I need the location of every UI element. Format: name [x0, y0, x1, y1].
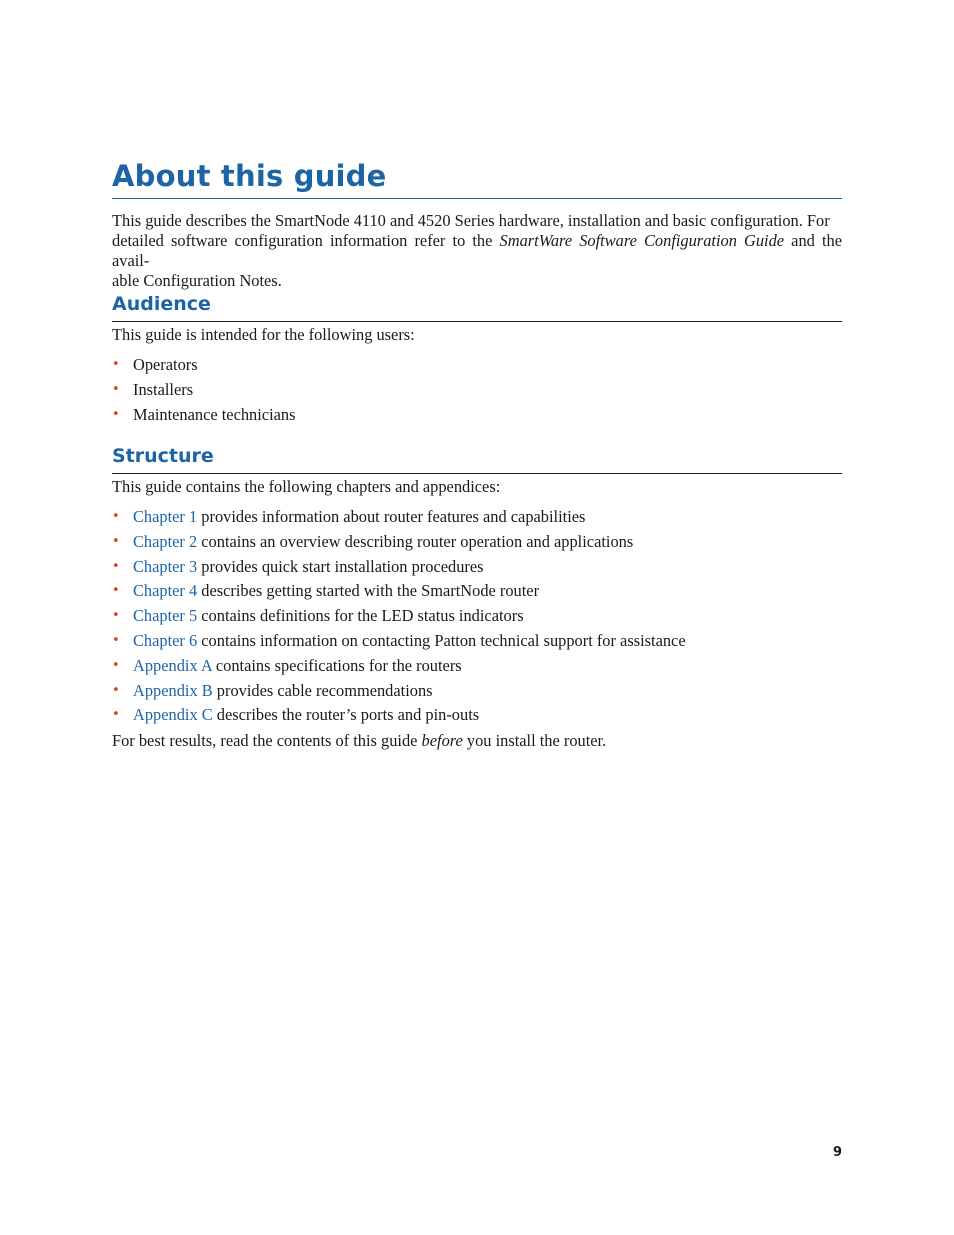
chapter-5-link[interactable]: Chapter 5 [133, 606, 198, 626]
audience-heading: Audience [112, 293, 211, 315]
list-item: • Chapter 5 contains definitions for the LED status indicators [112, 606, 524, 626]
list-item: • Maintenance technicians [112, 404, 296, 424]
structure-rule [112, 473, 842, 474]
guide-title-italic: SmartWare Software Configuration Guide [499, 231, 785, 250]
bullet-icon: • [112, 682, 120, 698]
document-page [112, 0, 842, 1235]
bullet-icon: • [112, 707, 120, 723]
structure-list [112, 507, 842, 730]
page-title: About this guide [112, 159, 387, 193]
chapter-6-link[interactable]: Chapter 6 [133, 630, 198, 650]
chapter-3-link[interactable]: Chapter 3 [133, 556, 198, 576]
structure-heading: Structure [112, 445, 214, 467]
list-item: • Appendix B provides cable recommendations [112, 680, 433, 700]
chapter-2-link[interactable]: Chapter 2 [133, 531, 198, 551]
bullet-icon: • [112, 583, 120, 599]
chapter-1-link[interactable]: Chapter 1 [133, 507, 198, 526]
bullet-icon: • [112, 608, 120, 624]
list-item: • Chapter 1 provides information about router features and capabilities [112, 507, 586, 526]
title-rule [112, 198, 842, 199]
intro-line-2: detailed software configuration information refer to the SmartWare Software Configuration Guide and the avail- [112, 231, 842, 270]
bullet-icon: • [112, 558, 120, 574]
intro-line-1: This guide describes the SmartNode 4110 and 4520 Series hardware, installation and basic configuration. For [112, 211, 830, 230]
bullet-icon: • [112, 632, 120, 648]
list-item: • Chapter 2 contains an overview describing router operation and applications [112, 531, 634, 551]
list-item: • Chapter 4 describes getting started with the SmartNode router [112, 581, 540, 601]
list-item: • Chapter 6 contains information on contacting Patton technical support for assistance [112, 630, 686, 650]
closing-paragraph: For best results, read the contents of this guide before you install the router. [112, 731, 607, 750]
list-item: • Chapter 3 provides quick start installation procedures [112, 556, 484, 576]
page-number: 9 [832, 1145, 842, 1160]
bullet-icon: • [112, 657, 120, 673]
bullet-icon: • [112, 381, 120, 397]
bullet-icon: • [112, 406, 120, 422]
appendix-a-link[interactable]: Appendix A [133, 655, 212, 675]
list-item: • Installers [112, 379, 194, 399]
intro-paragraph [112, 211, 842, 291]
structure-lead: This guide contains the following chapters and appendices: [112, 477, 501, 496]
appendix-c-link[interactable]: Appendix C [133, 705, 213, 725]
bullet-icon: • [112, 357, 120, 372]
appendix-b-link[interactable]: Appendix B [133, 680, 213, 700]
bullet-icon: • [112, 509, 120, 524]
list-item: • Operators [112, 355, 198, 374]
chapter-4-link[interactable]: Chapter 4 [133, 581, 198, 601]
list-item: • Appendix C describes the router’s ports and pin-outs [112, 705, 480, 725]
audience-list [112, 355, 842, 429]
list-item: • Appendix A contains specifications for the routers [112, 655, 462, 675]
bullet-icon: • [112, 533, 120, 549]
audience-lead: This guide is intended for the following users: [112, 325, 415, 344]
before-italic: before [421, 731, 463, 750]
intro-line-3: able Configuration Notes. [112, 271, 282, 290]
audience-rule [112, 321, 842, 322]
